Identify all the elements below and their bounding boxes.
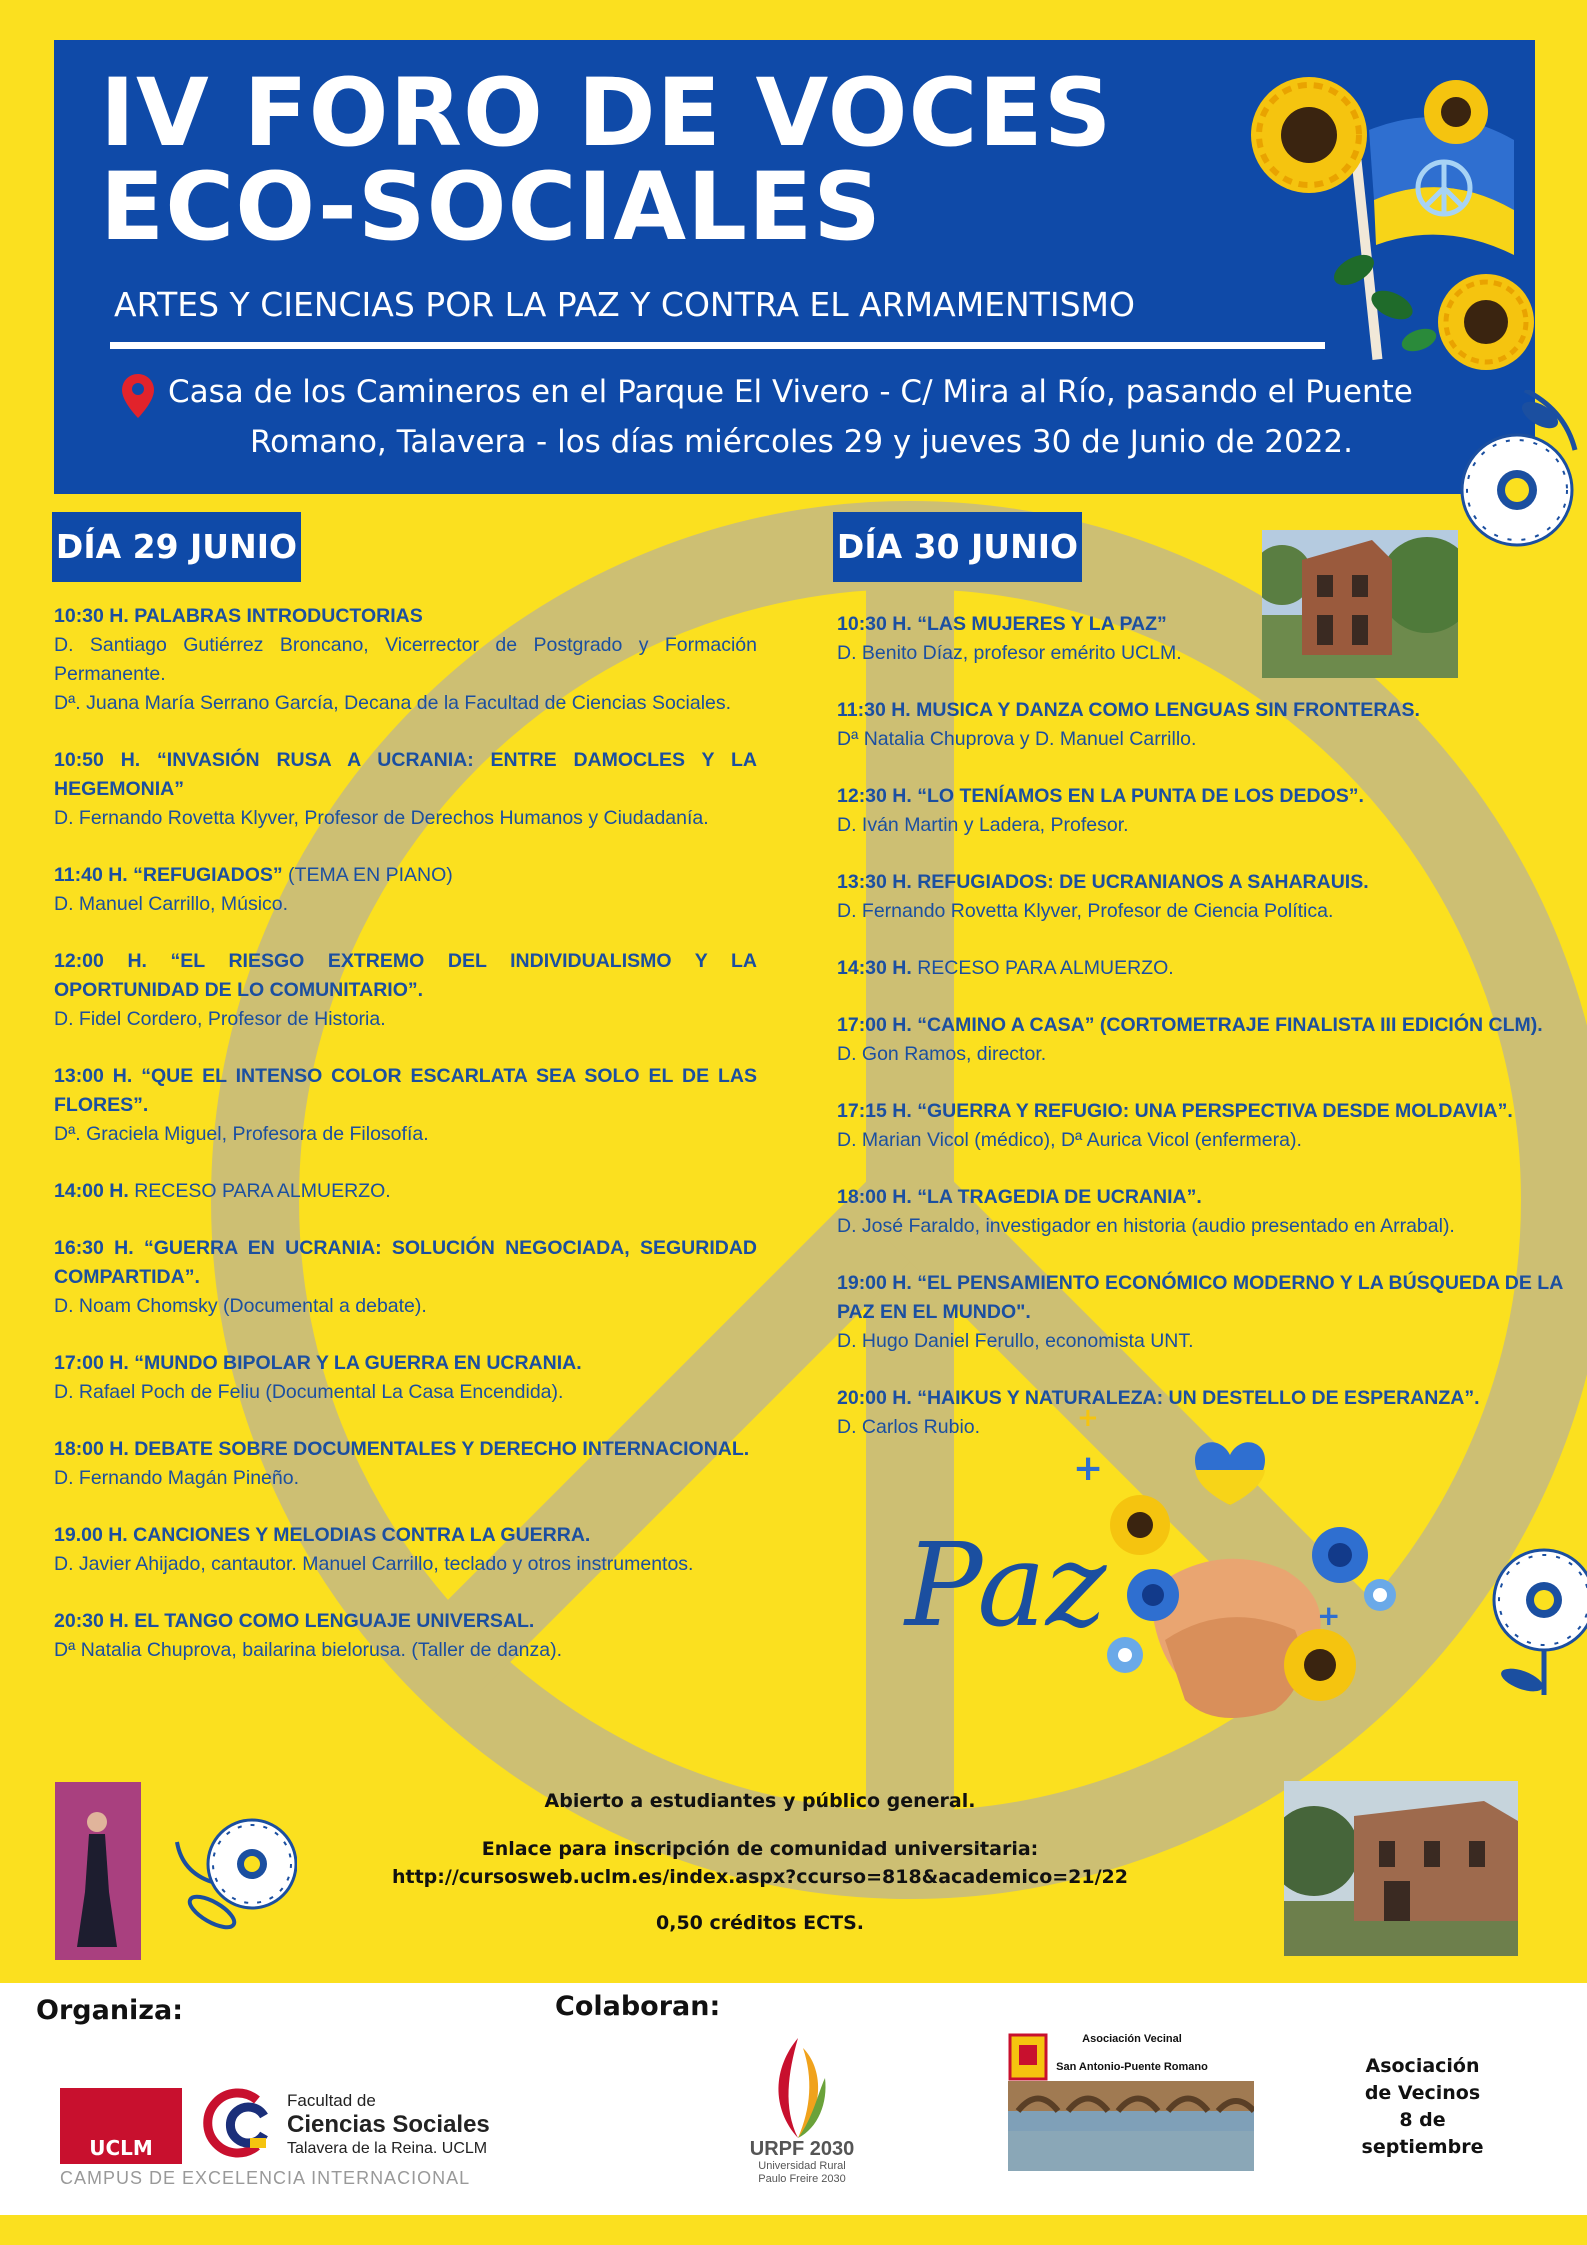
event-speaker: Dª. Juana María Serrano García, Decana de la Facultad de Ciencias Sociales. (54, 692, 732, 714)
event-title-text: 19:00 H. “EL PENSAMIENTO ECONÓMICO MODERNO Y LA BÚSQUEDA DE LA PAZ EN EL MUNDO". (837, 1272, 1563, 1323)
uclm-tagline: CAMPUS DE EXCELENCIA INTERNACIONAL (60, 2168, 471, 2188)
asociacion-vecinos-8-septiembre: Asociación de Vecinos 8 de septiembre (1361, 2055, 1484, 2158)
paz-hands-illustration (895, 1400, 1415, 1760)
event-title (837, 1183, 1587, 1212)
event-title-text: 10:30 H. PALABRAS INTRODUCTORIAS (54, 605, 423, 627)
event-title-text: 13:30 H. REFUGIADOS: DE UCRANIANOS A SAHARAUIS. (837, 871, 1369, 893)
puente-romano-logo (1008, 2031, 1254, 2171)
event-note: RECESO PARA ALMUERZO. (911, 957, 1174, 979)
tab-day-30: DÍA 30 JUNIO (833, 512, 1082, 582)
event-title-text: 18:00 H. “LA TRAGEDIA DE UCRANIA”. (837, 1186, 1202, 1208)
paz-word: Paz (905, 1519, 1107, 1653)
event-title (54, 1062, 757, 1120)
event-title-text: 11:40 H. “REFUGIADOS” (54, 864, 283, 886)
event-title (54, 947, 757, 1005)
event-speaker: Dª Natalia Chuprova, bailarina bielorusa. (Taller de danza). (54, 1639, 562, 1661)
event-title (54, 602, 757, 631)
program-day-30 (837, 610, 1587, 1470)
program-event (54, 746, 757, 833)
program-event (837, 868, 1587, 926)
program-day-29 (54, 602, 757, 1693)
title-line-1: IV FORO DE VOCES (100, 59, 1113, 168)
event-speaker: D. Santiago Gutiérrez Broncano, Vicerrector de Postgrado y Formación Permanente. (54, 634, 757, 685)
event-speaker: Dª Natalia Chuprova y D. Manuel Carrillo. (837, 728, 1197, 750)
svg-text:+: + (1077, 1403, 1099, 1433)
program-event (837, 1011, 1587, 1069)
daisy-decoration-right-top (1455, 390, 1587, 565)
event-speaker: D. Marian Vicol (médico), Dª Aurica Vicol (enfermera). (837, 1129, 1302, 1151)
event-speaker: D. Hugo Daniel Ferullo, economista UNT. (837, 1330, 1194, 1352)
event-title-text: 11:30 H. MUSICA Y DANZA COMO LENGUAS SIN FRONTERAS. (837, 699, 1420, 721)
faculty-line-1: Facultad de (287, 2091, 376, 2110)
event-speaker: D. Gon Ramos, director. (837, 1043, 1047, 1065)
event-title (837, 1097, 1587, 1126)
title-line-2: ECO-SOCIALES (100, 153, 882, 262)
event-title-text: 18:00 H. DEBATE SOBRE DOCUMENTALES Y DERECHO INTERNACIONAL. (54, 1438, 750, 1460)
registration-link-label: Enlace para inscripción de comunidad universitaria: (481, 1838, 1039, 1860)
venue-line-1: Casa de los Camineros en el Parque El Vivero - C/ Mira al Río, pasando el Puente (168, 374, 1413, 410)
event-speaker: D. Javier Ahijado, cantautor. Manuel Carrillo, teclado y otros instrumentos. (54, 1553, 694, 1575)
event-title-text: 10:50 H. “INVASIÓN RUSA A UCRANIA: ENTRE DAMOCLES Y LA HEGEMONIA” (54, 749, 757, 800)
program-event (54, 1349, 757, 1407)
bottom-yellow-strip (0, 2215, 1587, 2245)
program-event (837, 782, 1587, 840)
event-title (54, 1521, 757, 1550)
program-event (54, 861, 757, 919)
uclm-logo-text: UCLM (89, 2136, 153, 2160)
program-event (54, 1607, 757, 1665)
program-event (54, 1521, 757, 1579)
organiza-label: Organiza: (36, 1995, 184, 2026)
event-title (54, 746, 757, 804)
event-speaker: Dª. Graciela Miguel, Profesora de Filosofía. (54, 1123, 429, 1145)
event-title-text: 17:15 H. “GUERRA Y REFUGIO: UNA PERSPECTIVA DESDE MOLDAVIA”. (837, 1100, 1513, 1122)
faculty-logo-icon (202, 2088, 272, 2158)
event-title (54, 861, 757, 890)
asociacion-line-1: Asociación Vecinal (1082, 2033, 1182, 2045)
credits-text: 0,50 créditos ECTS. (656, 1912, 864, 1934)
event-title-text: 14:00 H. (54, 1180, 129, 1202)
event-speaker: D. Carlos Rubio. (837, 1416, 981, 1438)
building-photo-bottom (1284, 1781, 1518, 1956)
program-event (54, 1177, 757, 1206)
asociacion-line-2: San Antonio-Puente Romano (1056, 2061, 1208, 2073)
event-title (54, 1234, 757, 1292)
daisy-decoration-right (1492, 1545, 1587, 1700)
program-event (54, 1062, 757, 1149)
urpf-flame-logo (763, 2033, 833, 2143)
event-speaker: D. Benito Díaz, profesor emérito UCLM. (837, 642, 1182, 664)
event-title (837, 868, 1587, 897)
event-title-text: 16:30 H. “GUERRA EN UCRANIA: SOLUCIÓN NEGOCIADA, SEGURIDAD COMPARTIDA”. (54, 1237, 757, 1288)
event-title-text: 20:00 H. “HAIKUS Y NATURALEZA: UN DESTELLO DE ESPERANZA”. (837, 1387, 1480, 1409)
header-banner (54, 40, 1535, 494)
subtitle: ARTES Y CIENCIAS POR LA PAZ Y CONTRA EL ARMAMENTISMO (114, 285, 1135, 324)
program-event (837, 1269, 1587, 1356)
event-title-text: 20:30 H. EL TANGO COMO LENGUAJE UNIVERSAL. (54, 1610, 535, 1632)
event-title (54, 1607, 757, 1636)
event-speaker: D. Fidel Cordero, Profesor de Historia. (54, 1008, 386, 1030)
event-title (837, 696, 1587, 725)
event-title-text: 13:00 H. “QUE EL INTENSO COLOR ESCARLATA SEA SOLO EL DE LAS FLORES”. (54, 1065, 757, 1116)
svg-text:+: + (1073, 1448, 1104, 1489)
event-title-text: 14:30 H. (837, 957, 912, 979)
faculty-line-2: Ciencias Sociales (287, 2111, 490, 2138)
event-speaker: D. Fernando Rovetta Klyver, Profesor de Derechos Humanos y Ciudadanía. (54, 807, 709, 829)
event-speaker: D. Rafael Poch de Feliu (Documental La Casa Encendida). (54, 1381, 564, 1403)
open-notice: Abierto a estudiantes y público general. (544, 1790, 976, 1812)
event-title-text: 17:00 H. “CAMINO A CASA” (CORTOMETRAJE FINALISTA III EDICIÓN CLM). (837, 1014, 1543, 1036)
footer (0, 1983, 1587, 2215)
event-speaker: D. Iván Martin y Ladera, Profesor. (837, 814, 1129, 836)
sunflowers-flag-illustration (1214, 40, 1535, 370)
tab-day-29: DÍA 29 JUNIO (52, 512, 301, 582)
event-speaker: D. Noam Chomsky (Documental a debate). (54, 1295, 427, 1317)
event-title-text: 19.00 H. CANCIONES Y MELODIAS CONTRA LA GUERRA. (54, 1524, 591, 1546)
event-speaker: D. José Faraldo, investigador en historia (audio presentado en Arrabal). (837, 1215, 1455, 1237)
program-event (54, 947, 757, 1034)
event-title-text: 12:00 H. “EL RIESGO EXTREMO DEL INDIVIDUALISMO Y LA OPORTUNIDAD DE LO COMUNITARIO”. (54, 950, 757, 1001)
event-title (54, 1435, 757, 1464)
urpf-name: URPF 2030 (749, 2138, 855, 2160)
event-note: (TEMA EN PIANO) (282, 864, 453, 886)
event-note: RECESO PARA ALMUERZO. (128, 1180, 391, 1202)
event-title (837, 610, 1587, 639)
event-title (837, 954, 1587, 983)
program-event (837, 1097, 1587, 1155)
urpf-line-1: Universidad Rural (758, 2160, 846, 2172)
colaboran-label: Colaboran: (555, 1991, 721, 2022)
urpf-line-2: Paulo Freire 2030 (758, 2173, 846, 2185)
dancer-poster-image (55, 1782, 141, 1960)
event-title (837, 782, 1587, 811)
registration-link[interactable]: http://cursosweb.uclm.es/index.aspx?ccurso=818&academico=21/22 (391, 1866, 1128, 1888)
event-speaker: D. Fernando Magán Pineño. (54, 1467, 299, 1489)
event-speaker: D. Manuel Carrillo, Músico. (54, 893, 289, 915)
event-title (54, 1349, 757, 1378)
daisy-decoration-left (172, 1812, 297, 1932)
program-event (837, 696, 1587, 754)
uclm-logo (60, 2088, 182, 2164)
program-event (837, 610, 1587, 668)
program-event (837, 1183, 1587, 1241)
program-event (837, 954, 1587, 983)
program-event (54, 1234, 757, 1321)
event-title-text: 17:00 H. “MUNDO BIPOLAR Y LA GUERRA EN UCRANIA. (54, 1352, 582, 1374)
subtitle-underline (110, 342, 1325, 349)
program-event (54, 1435, 757, 1493)
event-title-text: 10:30 H. “LAS MUJERES Y LA PAZ” (837, 613, 1167, 635)
svg-text:+: + (1317, 1599, 1341, 1632)
event-title (837, 1269, 1587, 1327)
location-pin-icon (122, 374, 154, 418)
event-title (54, 1177, 757, 1206)
program-event (54, 602, 757, 718)
event-title (837, 1011, 1587, 1040)
event-title-text: 12:30 H. “LO TENÍAMOS EN LA PUNTA DE LOS DEDOS”. (837, 785, 1364, 807)
event-speaker: D. Fernando Rovetta Klyver, Profesor de Ciencia Política. (837, 900, 1334, 922)
venue-line-2: Romano, Talavera - los días miércoles 29 y jueves 30 de Junio de 2022. (250, 424, 1353, 460)
faculty-line-3: Talavera de la Reina. UCLM (287, 2140, 488, 2157)
